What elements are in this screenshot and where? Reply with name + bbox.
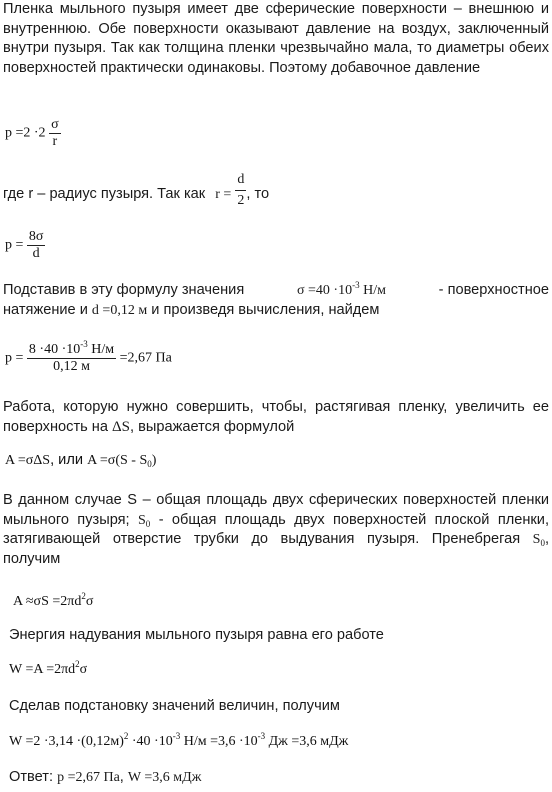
answer-pressure: p =2,67 Па [57,770,120,785]
paragraph-radius [3,172,549,210]
text: Подставив в эту формулу значения [3,282,245,298]
text: натяжение и [3,301,88,318]
formula-pressure-general [5,117,61,150]
formula-pressure-diameter [5,229,45,262]
formula-r: r = [215,186,232,202]
fraction [27,339,116,375]
fraction-numerator: $8 \cdot 40 \cdot 10^{-3}$ Н/м [28,339,115,357]
answer-energy: W =3,6 мДж [127,770,202,785]
text: , или [50,452,84,468]
answer-line: Ответ: p =2,67 Па, W =3,6 мДж [9,769,202,785]
formula-work [5,452,156,469]
formula-d: d =0,12 м [91,302,148,318]
paragraph-area: В данном случае S – общая площадь двух сферических поверхностей пленки мыльного пузыря; $S_0$ - общая площадь двух поверхностей плоской пленки, затягивающей отверстие трубки до выдувания пузыря. Пренебрегая $S_0$, получим [3,492,550,567]
formula-energy: $W =A =2\pi d^2\sigma$ [9,659,88,677]
text: - поверхностное [438,282,549,298]
answer-label: Ответ: [9,769,53,785]
fraction [27,229,46,262]
text: , то [246,185,270,202]
fraction [49,117,61,150]
formula-lhs: p =2 ·2 [5,125,46,141]
text: где r – радиус пузыря. Так как [3,185,206,202]
paragraph-work: Работа, которую нужно совершить, чтобы, растягивая пленку, увеличить ее поверхность на ΔS, выражается формулой [3,399,549,435]
fraction-denominator: 0,12 м [27,358,116,375]
formula-energy-result: $W =2 \cdot 3,14 \cdot(0,12м)^2 \cdot 40 \cdot 10^{-3}$ $Н/м =3,6 \cdot 10^{-3}$ Дж =3,6 мДж [9,731,349,749]
formula-lhs: p = [5,237,24,253]
formula-delta-s: ΔS [112,418,131,435]
formula-work-b: $A =\sigma(S - S_0)$ [87,453,157,469]
fraction-numerator: d [237,172,245,187]
paragraph-energy: Энергия надувания мыльного пузыря равна его работе [9,627,384,643]
paragraph-substitution [3,281,549,320]
formula-s0: $S_0$ [138,512,151,529]
formula-work-a: A =σΔS [5,453,51,468]
fraction-numerator: 8σ [28,229,44,244]
fraction-denominator: r [49,133,61,150]
formula-work-approx: $A \approx\sigma S =2\pi d^2\sigma$ [13,591,94,609]
formula-sigma: $\sigma =40 \cdot 10^{-3}$ Н/м [296,280,386,298]
fraction [235,170,246,210]
fraction-denominator: 2 [235,190,246,211]
fraction-denominator: d [27,245,46,262]
fraction-numerator: σ [51,117,59,132]
formula-pressure-result [5,339,172,375]
paragraph-intro: Пленка мыльного пузыря имеет две сферические поверхности – внешнюю и внутреннюю. Обе поверхности оказывают давление на воздух, заключенный внутри пузыря. Так как толщина пленки чрезвычайно мала, то диаметры обеих поверхностей практически одинаковы. Поэтому добавочное давление [3,1,549,76]
formula-s0: $S_0$ [532,532,545,549]
text: и произведя вычисления, найдем [151,301,380,318]
formula-lhs: p = [5,350,24,366]
formula-rhs: =2,67 Па [119,350,172,366]
paragraph-values: Сделав подстановку значений величин, получим [9,698,340,714]
